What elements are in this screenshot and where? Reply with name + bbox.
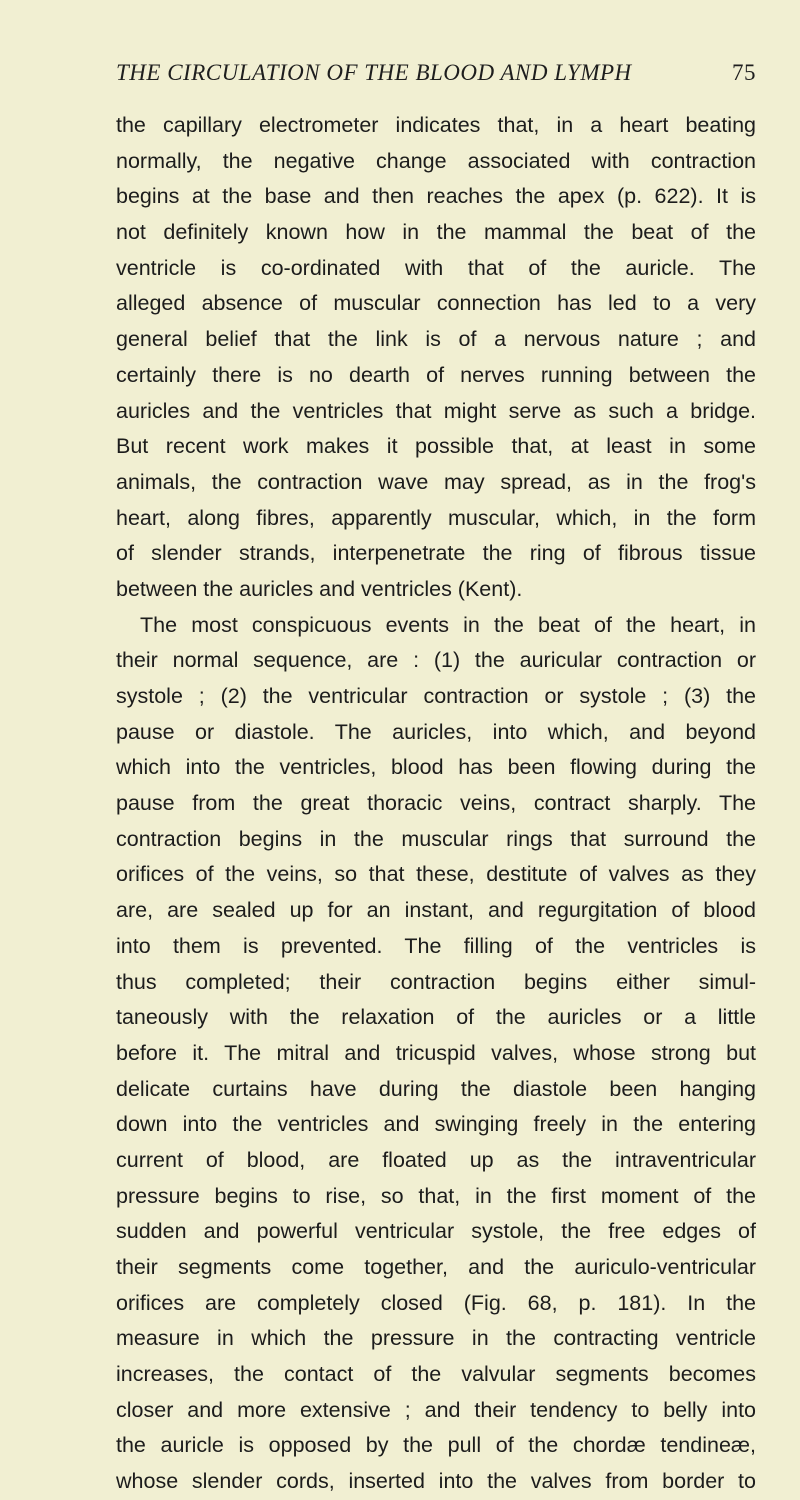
text-line: before it. The mitral and tricuspid valves, whose strong but bbox=[116, 1040, 756, 1065]
text-line: down into the ventricles and swinging freely in the entering bbox=[116, 1112, 756, 1137]
text-line: thus completed; their contraction begins either simul- bbox=[116, 969, 756, 994]
text-line: the capillary electrometer indicates that, in a heart beating bbox=[116, 113, 756, 137]
text-line: alleged absence of muscular connection has led to a very bbox=[116, 291, 756, 316]
text-line: not definitely known how in the mammal the beat of the bbox=[116, 220, 756, 245]
text-line: their normal sequence, are : (1) the auricular contraction or bbox=[116, 648, 756, 673]
body-text bbox=[116, 108, 756, 1500]
text-line: current of blood, are floated up as the intraventricular bbox=[116, 1147, 756, 1172]
text-line: pause or diastole. The auricles, into which, and beyond bbox=[116, 719, 756, 744]
text-line: ventricle is co-ordinated with that of the auricle. The bbox=[116, 255, 756, 280]
text-line: auricles and the ventricles that might serve as such a bridge. bbox=[116, 398, 756, 423]
text-line: into them is prevented. The filling of the ventricles is bbox=[116, 933, 756, 958]
text-line: pressure begins to rise, so that, in the first moment of the bbox=[116, 1183, 756, 1208]
text-line: which into the ventricles, blood has been flowing during the bbox=[116, 755, 756, 780]
text-line: sudden and powerful ventricular systole, the free edges of bbox=[116, 1219, 756, 1244]
text-line: between the auricles and ventricles (Kent). bbox=[116, 576, 523, 601]
text-line: But recent work makes it possible that, at least in some bbox=[116, 434, 756, 459]
text-line: general belief that the link is of a nervous nature ; and bbox=[116, 327, 756, 352]
text-line: pause from the great thoracic veins, contract sharply. The bbox=[116, 791, 756, 816]
text-line: of slender strands, interpenetrate the ring of fibrous tissue bbox=[116, 541, 756, 566]
text-line: closer and more extensive ; and their tendency to belly into bbox=[116, 1397, 756, 1422]
text-line: orifices of the veins, so that these, destitute of valves as they bbox=[116, 862, 756, 887]
text-line: systole ; (2) the ventricular contraction or systole ; (3) the bbox=[116, 684, 756, 708]
text-line: delicate curtains have during the diastole been hanging bbox=[116, 1076, 756, 1101]
running-title: THE CIRCULATION OF THE BLOOD AND LYMPH bbox=[116, 60, 632, 85]
text-line: are, are sealed up for an instant, and regurgitation of blood bbox=[116, 898, 756, 923]
text-line: their segments come together, and the auriculo-ventricular bbox=[116, 1255, 756, 1279]
text-line: animals, the contraction wave may spread, as in the frog's bbox=[116, 469, 756, 494]
text-line: heart, along fibres, apparently muscular, which, in the form bbox=[116, 505, 756, 530]
page-number: 75 bbox=[732, 60, 756, 85]
text-line: certainly there is no dearth of nerves running between the bbox=[116, 362, 756, 387]
text-line: measure in which the pressure in the contracting ventricle bbox=[116, 1326, 756, 1351]
text-line: the auricle is opposed by the pull of the chordæ tendineæ, bbox=[116, 1433, 756, 1458]
text-line: orifices are completely closed (Fig. 68, p. 181). In the bbox=[116, 1290, 756, 1315]
text-line: begins at the base and then reaches the apex (p. 622). It is bbox=[116, 184, 756, 209]
text-line: taneously with the relaxation of the auricles or a little bbox=[116, 1005, 756, 1030]
text-line: increases, the contact of the valvular segments becomes bbox=[116, 1362, 756, 1387]
text-line: normally, the negative change associated with contraction bbox=[116, 148, 756, 173]
text-line: contraction begins in the muscular rings that surround the bbox=[116, 826, 756, 851]
paragraph-start-line: The most conspicuous events in the beat of the heart, in bbox=[140, 612, 756, 637]
running-header bbox=[116, 60, 756, 96]
text-line: whose slender cords, inserted into the valves from border to bbox=[116, 1469, 756, 1494]
